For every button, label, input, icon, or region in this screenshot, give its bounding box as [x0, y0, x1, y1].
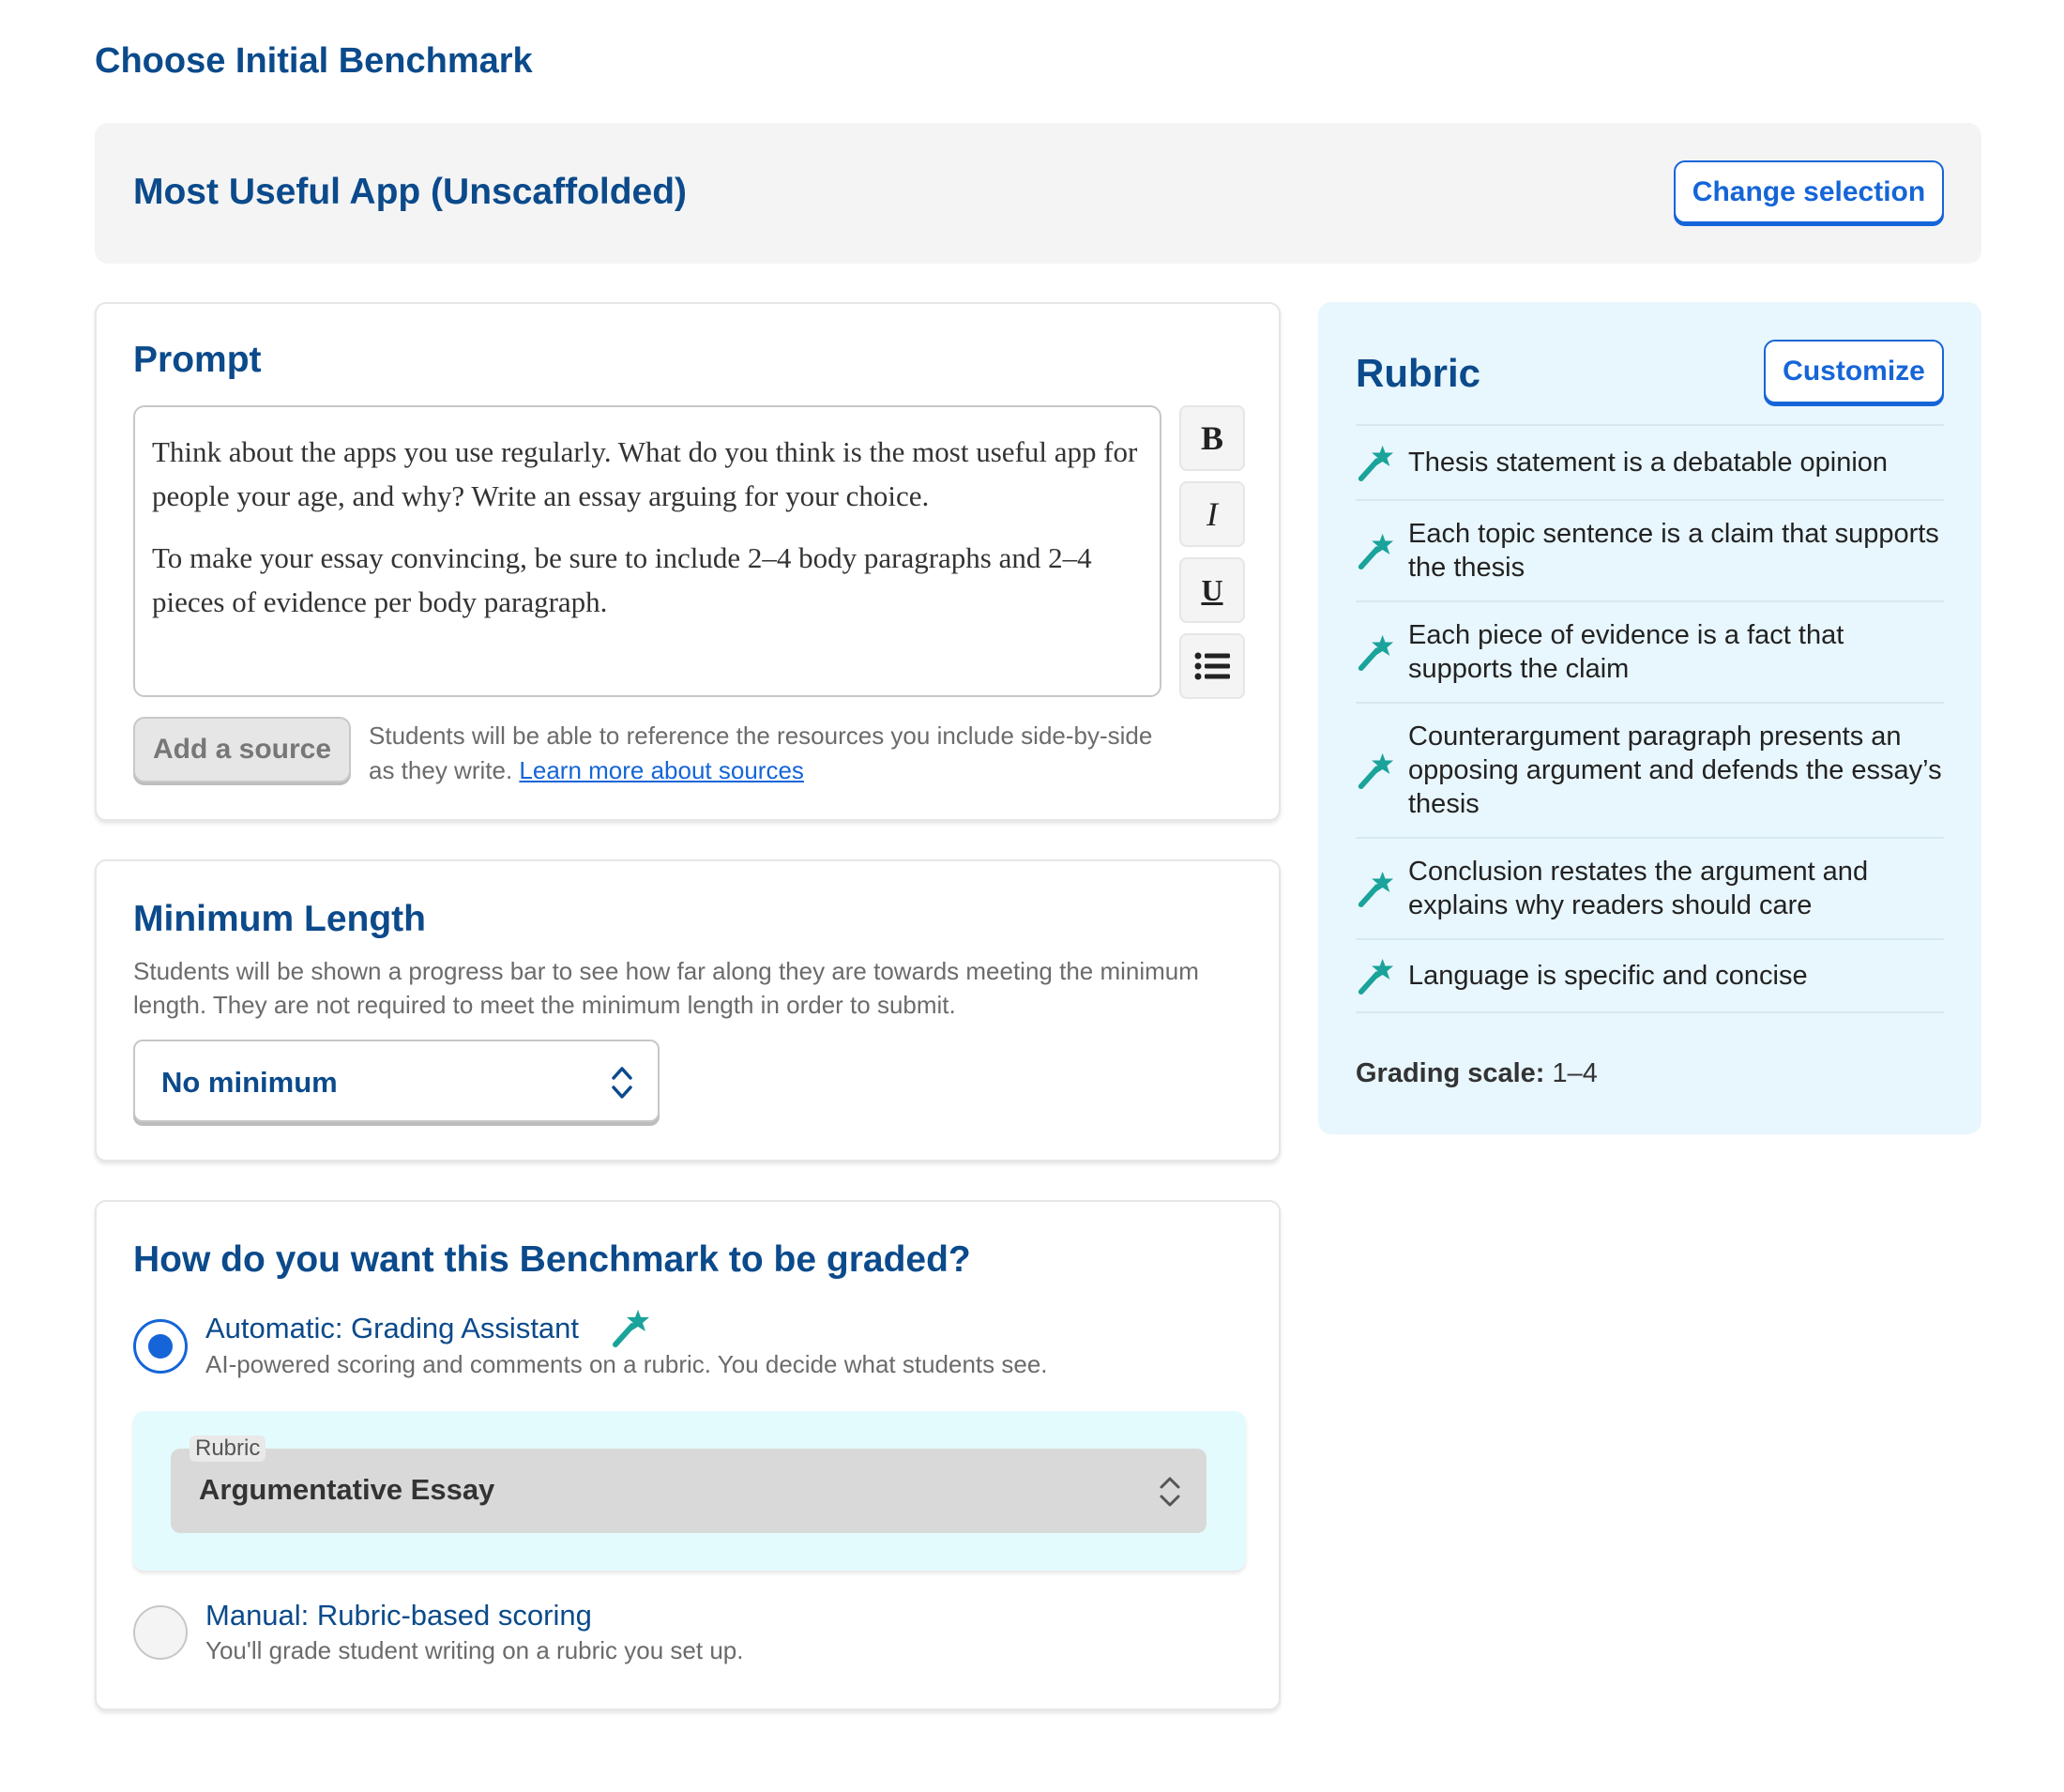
- prompt-card: [95, 302, 1281, 821]
- rubric-criterion-text: Counterargument paragraph presents an opposing argument and defends the essay’s thesis: [1408, 721, 1942, 819]
- rubric-criterion-text: Each piece of evidence is a fact that supports the claim: [1408, 620, 1844, 684]
- change-selection-button[interactable]: Change selection: [1674, 160, 1944, 223]
- magic-wand-icon: [1356, 531, 1408, 570]
- source-help-text: [369, 719, 1176, 788]
- rubric-criterion: [1356, 499, 1944, 600]
- rubric-criteria-list: [1356, 424, 1944, 1013]
- rubric-criterion-text: Each topic sentence is a claim that supports the thesis: [1408, 519, 1939, 583]
- add-source-button[interactable]: Add a source: [133, 717, 351, 782]
- grading-heading: How do you want this Benchmark to be graded?: [133, 1239, 971, 1280]
- bulleted-list-icon: [1194, 652, 1230, 680]
- magic-wand-icon: [1356, 956, 1408, 995]
- magic-wand-icon: [610, 1307, 651, 1348]
- grading-scale-value: 1–4: [1552, 1058, 1598, 1088]
- selection-bar: [95, 123, 1981, 264]
- rubric-criterion-text: Language is specific and concise: [1408, 961, 1808, 991]
- minimum-length-select[interactable]: [133, 1040, 660, 1122]
- underline-button[interactable]: U: [1179, 557, 1245, 623]
- magic-wand-icon: [1356, 751, 1408, 790]
- magic-wand-icon: [1356, 632, 1408, 672]
- manual-grading-label[interactable]: Manual: Rubric-based scoring: [205, 1599, 592, 1632]
- bulleted-list-button[interactable]: [1179, 633, 1245, 699]
- rubric-criterion-text: Thesis statement is a debatable opinion: [1408, 448, 1889, 478]
- rubric-panel-title: Rubric: [1356, 351, 1481, 395]
- rubric-select-label: Rubric: [190, 1435, 266, 1462]
- prompt-paragraph: To make your essay convincing, be sure to include 2–4 body paragraphs and 2–4 pieces of evidence per body paragraph.: [152, 541, 1092, 618]
- rubric-select[interactable]: [171, 1435, 1207, 1533]
- bold-button[interactable]: B: [1179, 405, 1245, 471]
- rubric-criterion: [1356, 600, 1944, 702]
- automatic-grading-label[interactable]: Automatic: Grading Assistant: [205, 1312, 580, 1344]
- rubric-criterion: [1356, 424, 1944, 499]
- customize-button[interactable]: Customize: [1764, 340, 1944, 403]
- automatic-grading-description: AI-powered scoring and comments on a rubric. You decide what students see.: [205, 1350, 1048, 1378]
- manual-grading-description: You'll grade student writing on a rubric you set up.: [205, 1636, 744, 1664]
- source-help-message: Students will be able to reference the resources you include side-by-side as they write.: [369, 721, 1153, 784]
- magic-wand-icon: [1356, 443, 1408, 482]
- select-chevrons-icon: [610, 1064, 634, 1101]
- minimum-length-heading: Minimum Length: [133, 899, 426, 939]
- rubric-criterion: [1356, 938, 1944, 1013]
- rubric-select-zone: [133, 1411, 1246, 1571]
- rubric-criterion: [1356, 837, 1944, 938]
- rubric-panel: [1318, 302, 1981, 1134]
- rubric-criterion: [1356, 702, 1944, 837]
- rubric-criterion-text: Conclusion restates the argument and explains why readers should care: [1408, 857, 1869, 920]
- minimum-length-card: [95, 859, 1281, 1162]
- rubric-select-value: Argumentative Essay: [199, 1473, 495, 1506]
- grading-scale-label: Grading scale:: [1356, 1058, 1545, 1088]
- automatic-grading-radio[interactable]: [133, 1319, 188, 1374]
- learn-more-sources-link[interactable]: Learn more about sources: [519, 756, 804, 784]
- grading-scale: [1356, 1058, 1598, 1089]
- minimum-length-value: No minimum: [161, 1066, 338, 1099]
- page-title: Choose Initial Benchmark: [95, 41, 533, 81]
- minimum-length-description: Students will be shown a progress bar to see how far along they are towards meeting the minimum length. They are not required to meet the minimum length in order to submit.: [133, 957, 1199, 1019]
- select-chevrons-icon: [1158, 1474, 1182, 1510]
- prompt-paragraph: Think about the apps you use regularly. What do you think is the most useful app for people your age, and why? Write an essay arguing for your choice.: [152, 435, 1138, 512]
- prompt-editor[interactable]: [133, 405, 1161, 697]
- selection-title: Most Useful App (Unscaffolded): [133, 172, 688, 212]
- manual-grading-radio[interactable]: [133, 1605, 188, 1660]
- grading-card: [95, 1200, 1281, 1710]
- magic-wand-icon: [1356, 869, 1408, 908]
- italic-button[interactable]: I: [1179, 481, 1245, 547]
- prompt-heading: Prompt: [133, 340, 262, 380]
